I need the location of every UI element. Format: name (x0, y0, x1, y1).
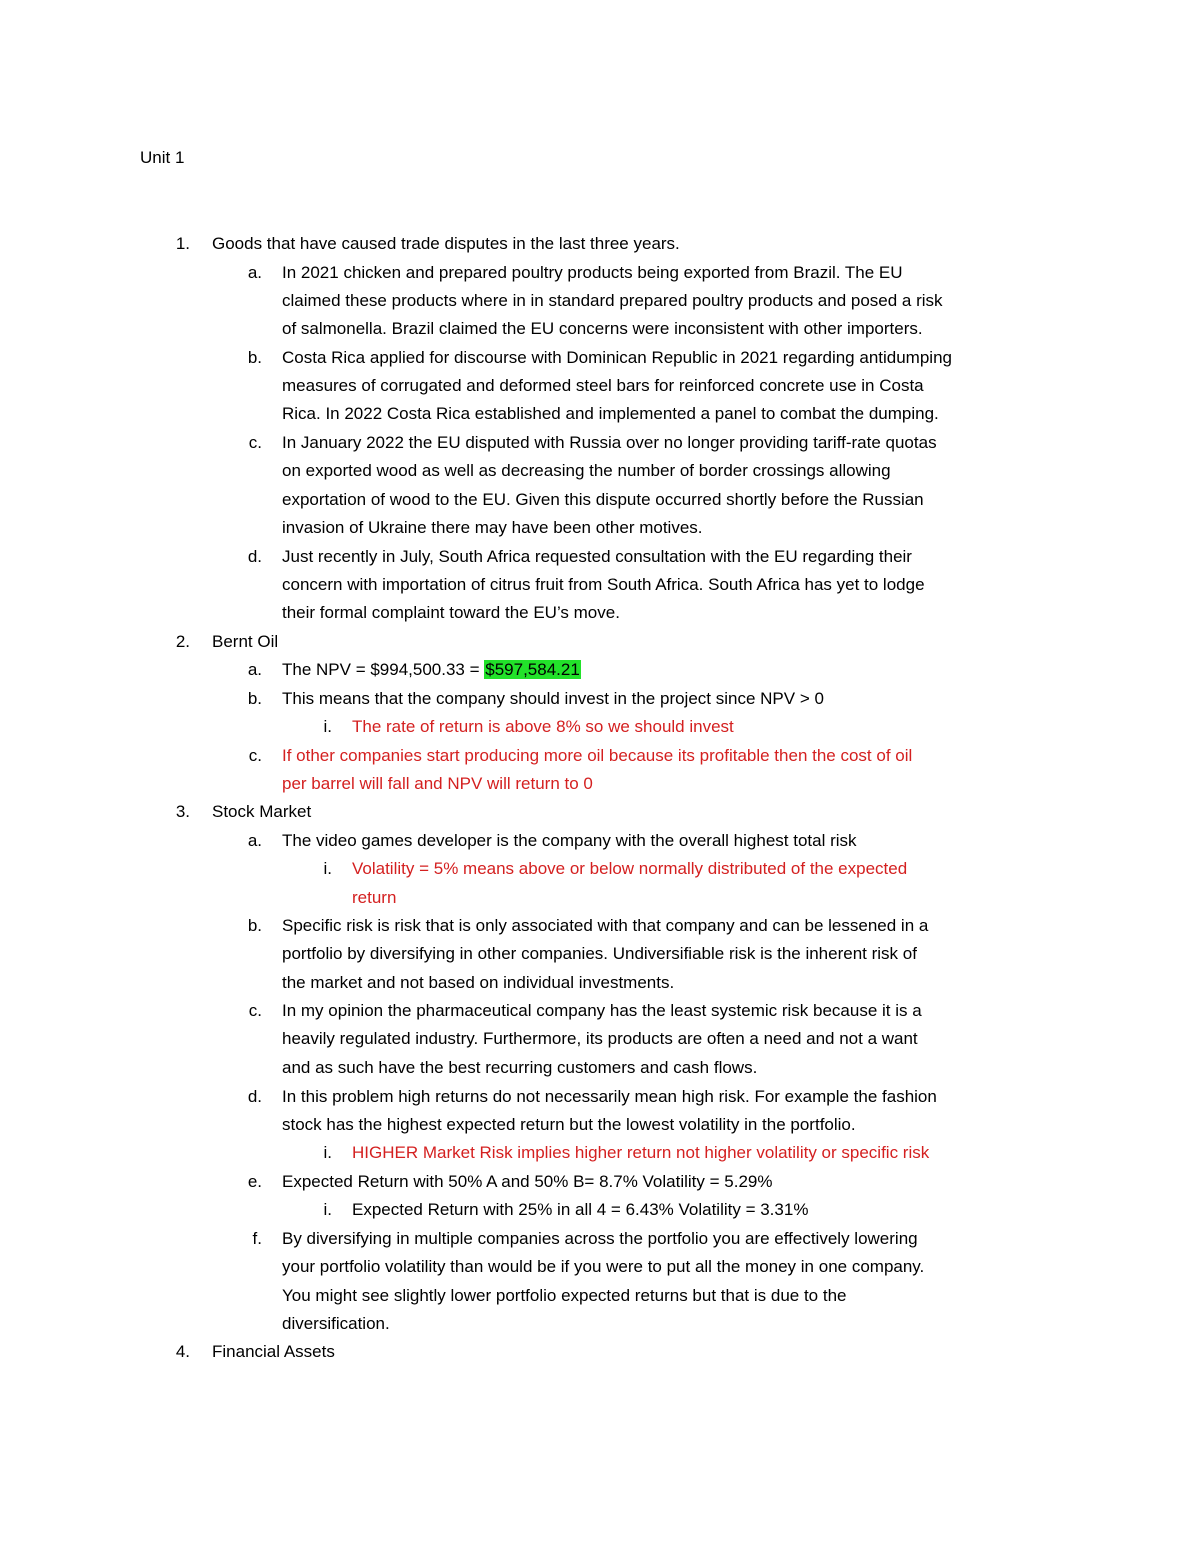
q3di-line: HIGHER Market Risk implies higher return not higher volatility or specific risk (352, 1143, 930, 1162)
q1d-line-3: their formal complaint toward the EU’s move. (282, 603, 620, 622)
q3d-marker: d. (247, 1087, 262, 1106)
npv-prefix: The NPV = $994,500.33 = (282, 660, 485, 679)
q3f-line-3: You might see slightly lower portfolio expected returns but that is due to the (282, 1286, 847, 1305)
q1b-line-3: Rica. In 2022 Costa Rica established and implemented a panel to combat the dumping. (282, 404, 939, 423)
q3d-line-1: In this problem high returns do not necessarily mean high risk. For example the fashion (282, 1087, 937, 1106)
q3b-line-2: portfolio by diversifying in other companies. Undiversifiable risk is the inherent risk of (282, 944, 917, 963)
q2-heading: Bernt Oil (212, 632, 279, 651)
q3d-line-2: stock has the highest expected return but the lowest volatility in the portfolio. (282, 1115, 856, 1134)
q1c-line-4: invasion of Ukraine there may have been other motives. (282, 518, 703, 537)
q1c-line-2: on exported wood as well as decreasing the number of border crossings allowing (282, 461, 891, 480)
q3f-line-4: diversification. (282, 1314, 390, 1333)
q2a-line (282, 656, 581, 684)
q1-number: 1. (175, 234, 190, 253)
q2-number: 2. (175, 632, 190, 651)
q3f-line-1: By diversifying in multiple companies across the portfolio you are effectively lowering (282, 1229, 918, 1248)
q2b-line: This means that the company should invest in the project since NPV > 0 (282, 689, 824, 708)
q3-heading: Stock Market (212, 802, 312, 821)
q1a-marker: a. (247, 263, 262, 282)
q3ai-marker: i. (323, 859, 332, 878)
q3c-line-3: and as such have the best recurring customers and cash flows. (282, 1058, 758, 1077)
q1d-marker: d. (247, 547, 262, 566)
q3di-marker: i. (323, 1143, 332, 1162)
q2b-marker: b. (247, 689, 262, 708)
q2c-marker: c. (248, 746, 262, 765)
q1c-marker: c. (248, 433, 262, 452)
q3ai-line-1: Volatility = 5% means above or below normally distributed of the expected (352, 859, 908, 878)
q3a-marker: a. (247, 831, 262, 850)
q3a-line: The video games developer is the company with the overall highest total risk (282, 831, 857, 850)
q2bi-line: The rate of return is above 8% so we should invest (352, 717, 734, 736)
q3e-marker: e. (247, 1172, 262, 1191)
q4-number: 4. (175, 1342, 190, 1361)
page-title: Unit 1 (140, 148, 185, 167)
npv-highlighted-value: $597,584.21 (485, 660, 580, 679)
q1-heading: Goods that have caused trade disputes in the last three years. (212, 234, 680, 253)
q2c-line-1: If other companies start producing more oil because its profitable then the cost of oil (282, 746, 913, 765)
q1c-line-3: exportation of wood to the EU. Given this dispute occurred shortly before the Russian (282, 490, 924, 509)
q2c-line-2: per barrel will fall and NPV will return to 0 (282, 774, 593, 793)
q3f-marker: f. (252, 1229, 262, 1248)
q3c-line-1: In my opinion the pharmaceutical company has the least systemic risk because it is a (282, 1001, 922, 1020)
q4-heading: Financial Assets (212, 1342, 335, 1361)
q3b-line-1: Specific risk is risk that is only associated with that company and can be lessened in a (282, 916, 929, 935)
q1a-line-2: claimed these products where in in standard prepared poultry products and posed a risk (282, 291, 943, 310)
q3b-marker: b. (247, 916, 262, 935)
q3e-line: Expected Return with 50% A and 50% B= 8.7% Volatility = 5.29% (282, 1172, 773, 1191)
q1b-line-2: measures of corrugated and deformed steel bars for reinforced concrete use in Costa (282, 376, 924, 395)
q1b-line-1: Costa Rica applied for discourse with Dominican Republic in 2021 regarding antidumping (282, 348, 952, 367)
q3-number: 3. (175, 802, 190, 821)
q2bi-marker: i. (323, 717, 332, 736)
q2a-marker: a. (247, 660, 262, 679)
q1d-line-1: Just recently in July, South Africa requested consultation with the EU regarding their (282, 547, 912, 566)
q1c-line-1: In January 2022 the EU disputed with Russia over no longer providing tariff-rate quotas (282, 433, 937, 452)
q3ei-marker: i. (323, 1200, 332, 1219)
q3c-marker: c. (248, 1001, 262, 1020)
q3ei-line: Expected Return with 25% in all 4 = 6.43% Volatility = 3.31% (352, 1200, 809, 1219)
q1a-line-1: In 2021 chicken and prepared poultry products being exported from Brazil. The EU (282, 263, 903, 282)
q1b-marker: b. (247, 348, 262, 367)
q1d-line-2: concern with importation of citrus fruit from South Africa. South Africa has yet to lodge (282, 575, 925, 594)
q3ai-line-2: return (352, 888, 397, 907)
q3b-line-3: the market and not based on individual investments. (282, 973, 675, 992)
q3c-line-2: heavily regulated industry. Furthermore, its products are often a need and not a want (282, 1029, 918, 1048)
q3f-line-2: your portfolio volatility than would be if you were to put all the money in one company. (282, 1257, 925, 1276)
q1a-line-3: of salmonella. Brazil claimed the EU concerns were inconsistent with other importers. (282, 319, 923, 338)
